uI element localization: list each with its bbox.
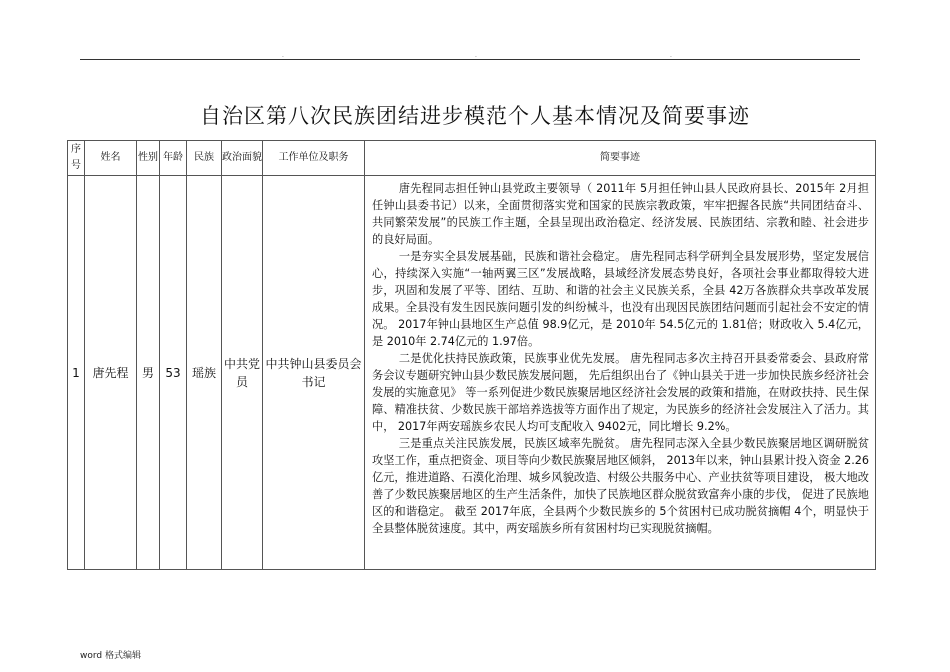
cell-unit: 中共钟山县委员会书记: [263, 176, 365, 570]
cell-deeds: [365, 176, 876, 570]
header-name: 姓名: [85, 141, 137, 176]
header-dot: .: [670, 52, 672, 59]
header-rule: [80, 59, 860, 60]
header-age: 年龄: [160, 141, 187, 176]
header-gender: 性别: [137, 141, 160, 176]
info-table: [67, 140, 876, 570]
deeds-paragraph-intro: 唐先程同志担任钟山县党政主要领导（ 2011年 5月担任钟山县人民政府县长、2015年 2月担任钟山县委书记）以来，全面贯彻落实党和国家的民族宗教政策，牢牢把握各民族“共同团结奋斗、共同繁荣发展”的民族工作主题，全县呈现出政治稳定、经济发展、民族团结、宗教和睦、社会进步的良好局面。: [372, 182, 869, 246]
deeds-paragraph-three: 三是重点关注民族发展，民族区域率先脱贫。 唐先程同志深入全县少数民族聚居地区调研脱贫攻坚工作，重点把资金、项目等向少数民族聚居地区倾斜， 2013年以来，钟山县累计投入资金 2.26亿元，推进道路、石漠化治理、城乡风貌改造、村级公共服务中心、产业扶贫等项目建设， 极大地改善了少数民族聚居地区的生产生活条件，加快了民族地区群众脱贫致富奔小康的步伐， 促进了民族地区的和谐稳定。 截至 2017年底，全县两个少数民族乡的 5个贫困村已成功脱贫摘帽 4个，明显快于全县整体脱贫速度。其中，两安瑶族乡所有贫困村均已实现脱贫摘帽。: [372, 437, 869, 535]
table-header-row: [68, 141, 876, 176]
document-title: 自治区第八次民族团结进步模范个人基本情况及简要事迹: [200, 104, 750, 128]
cell-seq: 1: [68, 176, 85, 570]
header-seq: 序号: [68, 141, 85, 176]
header-ethnicity: 民族: [187, 141, 222, 176]
cell-name: 唐先程: [85, 176, 137, 570]
header-unit: 工作单位及职务: [263, 141, 365, 176]
deeds-paragraph-one: 一是夯实全县发展基础，民族和谐社会稳定。 唐先程同志科学研判全县发展形势，坚定发展信心，持续深入实施“一轴两翼三区”发展战略，县域经济发展态势良好，各项社会事业都取得较大进步，巩固和发展了平等、团结、互助、和谐的社会主义民族关系，全县 42万各族群众共享改革发展成果。全县没有发生因民族问题引发的纠纷械斗，也没有出现因民族团结问题而引起社会不安定的情况。 2017年钟山县地区生产总值 98.9亿元，是 2010年 54.5亿元的 1.81倍；财政收入 5.4亿元，是 2010年 2.74亿元的 1.97倍。: [372, 250, 869, 348]
table-row: [68, 176, 876, 570]
footer-label: word 格式编辑: [80, 651, 141, 661]
deeds-paragraph-two: 二是优化扶持民族政策，民族事业优先发展。 唐先程同志多次主持召开县委常委会、县政府常务会议专题研究钟山县少数民族发展问题， 先后组织出台了《钟山县关于进一步加快民族乡经济社会发展的实施意见》 等一系列促进少数民族聚居地区经济社会发展的政策和措施，在财政扶持、民生保障、精准扶贫、少数民族干部培养选拔等方面作出了规定，为民族乡的经济社会发展注入了活力。其中， 2017年两安瑶族乡农民人均可支配收入 9402元，同比增长 9.2%。: [372, 352, 869, 433]
cell-politics: 中共党员: [222, 176, 263, 570]
header-politics: 政治面貌: [222, 141, 263, 176]
cell-age: 53: [160, 176, 187, 570]
cell-gender: 男: [137, 176, 160, 570]
header-deeds: 简要事迹: [365, 141, 876, 176]
header-dot: .: [475, 52, 477, 59]
header-dot: .: [282, 52, 284, 59]
cell-ethnicity: 瑶族: [187, 176, 222, 570]
